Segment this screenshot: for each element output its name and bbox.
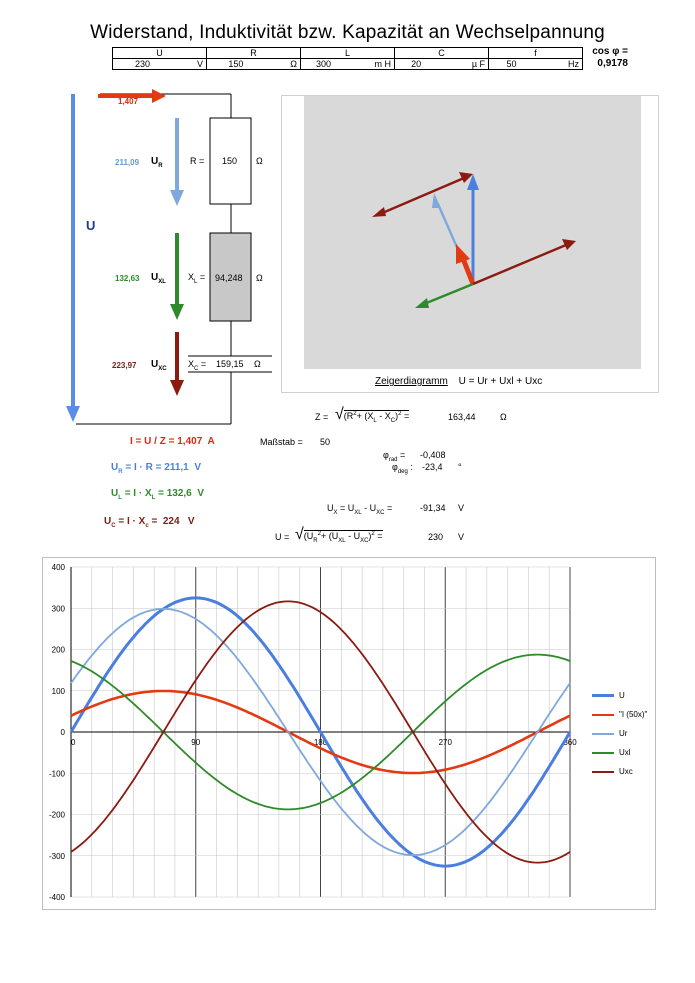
r-box-value: 150 <box>222 156 238 166</box>
c-value[interactable]: 20 <box>395 59 438 70</box>
u-value[interactable]: 230 <box>113 59 172 70</box>
f-value[interactable]: 50 <box>489 59 535 70</box>
legend-entry <box>592 724 647 743</box>
r-box-unit: Ω <box>256 156 263 166</box>
phasor-caption <box>375 376 542 387</box>
y-tick-label: -200 <box>48 810 65 820</box>
phi-rad-value: -0,408 <box>420 450 446 460</box>
r-value[interactable]: 150 <box>207 59 265 70</box>
parameter-table <box>112 47 583 70</box>
ux-unit: V <box>458 503 465 513</box>
xl-box-value: 94,248 <box>215 273 243 283</box>
x-tick-label: 360 <box>563 738 577 747</box>
xc-box-unit: Ω <box>254 359 261 369</box>
x-tick-label: 180 <box>313 738 328 747</box>
header-f: f <box>489 48 583 59</box>
uxc-value: 223,97 <box>112 361 137 370</box>
legend-swatch <box>592 771 614 773</box>
u-label: U <box>86 218 96 233</box>
uxl-label: $U_{XL}$ <box>151 272 166 285</box>
y-tick-label: -400 <box>48 893 65 902</box>
chart-legend <box>592 686 647 781</box>
uxl-arrow-head <box>170 304 184 320</box>
legend-swatch <box>592 752 614 754</box>
ul-calc-value: 132,6 <box>166 488 192 499</box>
legend-label: Ur <box>619 729 628 738</box>
c-unit: µ F <box>437 59 488 70</box>
z-label: Z = <box>315 412 329 422</box>
legend-entry <box>592 762 647 781</box>
header-u: U <box>113 48 207 59</box>
cosphi-value: 0,9178 <box>597 58 628 69</box>
u-unit: V <box>172 59 207 70</box>
scale-label: Maßstab = <box>260 437 303 447</box>
ur-calc-value: 211,1 <box>164 462 189 473</box>
f-unit: Hz <box>534 59 582 70</box>
header-r: R <box>207 48 301 59</box>
phasor-uxl-shaft <box>424 284 473 304</box>
uxl-value: 132,63 <box>115 274 140 283</box>
parameter-header-row <box>113 48 583 59</box>
xl-label: $X_L$ = <box>188 272 206 285</box>
phasor-uxc-tail-head <box>372 207 386 217</box>
ux-value: -91,34 <box>420 503 446 513</box>
xc-label: $X_C$ = <box>188 359 207 372</box>
u-total-label: U = <box>275 532 290 542</box>
y-tick-label: 400 <box>51 563 65 572</box>
phasor-caption-eq: U = Ur + Uxl + Uxc <box>458 376 543 387</box>
legend-label: "I (50x)" <box>619 710 648 719</box>
xl-box-unit: Ω <box>256 273 263 283</box>
r-label: R = <box>190 156 205 166</box>
phi-deg-value: -23,4 <box>422 462 443 472</box>
phasor-uxl-head <box>415 298 429 308</box>
y-tick-label: 200 <box>51 645 65 655</box>
cosphi-label: cos φ = <box>592 46 628 57</box>
y-tick-label: -300 <box>48 851 65 861</box>
i-formula: I = U / Z = 1,407 A <box>130 436 215 447</box>
r-unit: Ω <box>265 59 301 70</box>
current-value: 1,407 <box>118 97 139 106</box>
xc-box-value: 159,15 <box>216 359 244 369</box>
phasor-uxc-upper-shaft <box>380 178 464 214</box>
x-tick-label: 270 <box>438 738 452 747</box>
x-tick-label: 90 <box>191 738 201 747</box>
legend-swatch <box>592 694 614 697</box>
u-total-unit: V <box>458 532 465 542</box>
y-tick-label: 100 <box>51 686 65 696</box>
i-value: 1,407 <box>177 436 203 447</box>
phasor-caption-label: Zeigerdiagramm <box>375 376 448 387</box>
legend-label: Uxl <box>619 748 631 757</box>
l-value[interactable]: 300 <box>301 59 346 70</box>
legend-label: U <box>619 691 625 700</box>
phasor-ur-head <box>432 193 441 208</box>
ur-value: 211,09 <box>115 158 140 167</box>
u-total-value: 230 <box>428 532 444 542</box>
legend-entry <box>592 743 647 762</box>
uc-formula: $U_C = I \cdot X_c = 224$ V <box>104 516 195 529</box>
z-unit: Ω <box>500 412 507 422</box>
y-tick-label: -100 <box>48 769 65 779</box>
legend-swatch <box>592 714 614 716</box>
z-value: 163,44 <box>448 412 476 422</box>
legend-label: Uxc <box>619 767 633 776</box>
y-tick-label: 0 <box>60 728 65 737</box>
y-tick-label: 300 <box>51 604 65 614</box>
circuit-diagram <box>0 80 290 430</box>
phasor-uxc-shaft <box>473 245 566 284</box>
parameter-value-row <box>113 59 583 70</box>
legend-entry <box>592 705 647 724</box>
ur-arrow-head <box>170 190 184 206</box>
legend-swatch <box>592 733 614 735</box>
page-title: Widerstand, Induktivität bzw. Kapazität an Wechselpannung <box>90 22 605 43</box>
ux-formula: $U_X = U_{XL} - U_{XC}$ = <box>327 503 393 516</box>
uc-calc-value: 224 <box>162 516 180 527</box>
header-c: C <box>395 48 489 59</box>
phi-deg-label: $\varphi_{deg}$ : <box>392 462 413 475</box>
z-formula: $√(R^2+ (X_L - X_C)^2$ = <box>335 406 410 424</box>
ur-label: $U_R$ <box>151 156 163 169</box>
ul-formula: $U_L = I \cdot X_L = 132,6$ V <box>111 488 204 501</box>
phi-deg-unit: ° <box>458 462 462 472</box>
phasor-diagram <box>304 96 641 369</box>
scale-value: 50 <box>320 437 331 447</box>
u-arrow-head <box>66 406 80 422</box>
uxc-label: $U_{XC}$ <box>151 359 167 372</box>
phi-rad-label: $\varphi_{rad}$ = <box>383 450 406 463</box>
x-tick-label: 0 <box>71 738 76 747</box>
ur-formula: $U_R = I \cdot R = 211,1$ V <box>111 462 201 475</box>
legend-entry <box>592 686 647 705</box>
u-total-formula: $√(U_R^2+ (U_{XL} - U_{XC})^2$ = <box>295 526 383 544</box>
header-l: L <box>301 48 395 59</box>
uxc-arrow-head <box>170 380 184 396</box>
phasor-i-head <box>456 244 470 264</box>
l-unit: m H <box>346 59 395 70</box>
current-arrow-head <box>152 89 166 103</box>
waveform-chart <box>42 557 654 908</box>
